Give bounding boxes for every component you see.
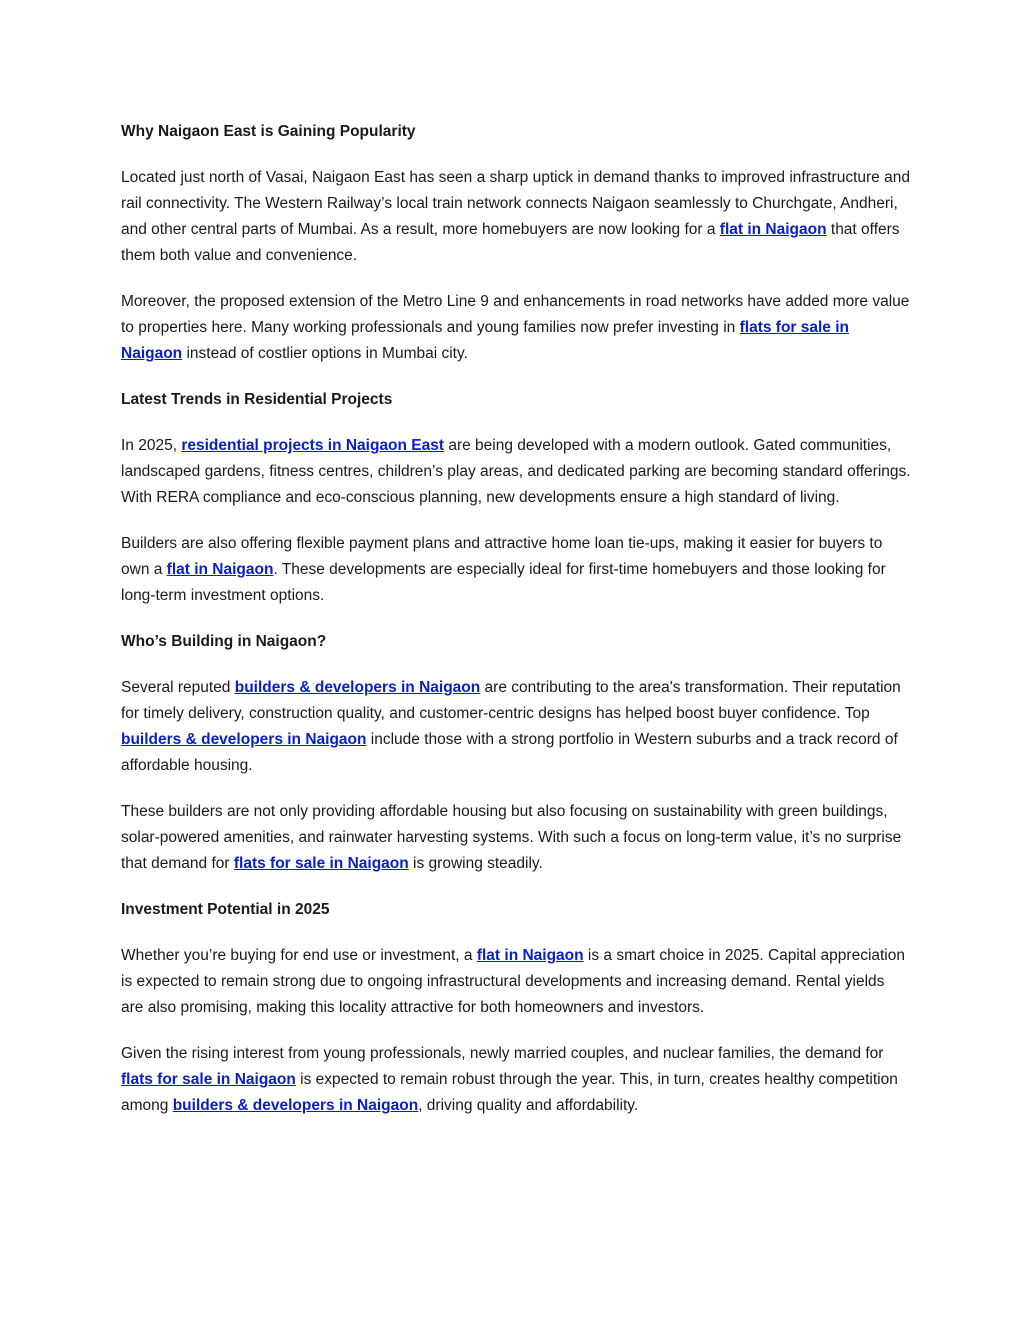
body-paragraph — [121, 531, 911, 609]
inline-link[interactable]: flat in Naigaon — [166, 561, 274, 578]
text-run: are contributing to the area's transformation. Their reputation for timely delivery, construction quality, and customer-centric designs has helped boost buyer confidence. Top — [121, 679, 901, 722]
text-run: Whether you’re buying for end use or investment, a — [121, 947, 477, 964]
text-run: In 2025, — [121, 437, 182, 454]
body-paragraph — [121, 943, 911, 1021]
section-heading: Latest Trends in Residential Projects — [121, 391, 393, 408]
inline-link[interactable]: flats for sale in Naigaon — [233, 855, 409, 872]
body-paragraph — [121, 1041, 911, 1119]
text-run: Located just north of Vasai, Naigaon East has seen a sharp uptick in demand thanks to improved infrastructure and rail connectivity. The Western Railway’s local train network connects Naigaon seamlessly to Churchgate, Andheri, and other central parts of Mumbai. As a result, more homebuyers are now looking for a — [121, 169, 910, 238]
body-paragraph — [121, 289, 911, 367]
text-run: is growing steadily. — [408, 855, 543, 872]
body-paragraph — [121, 433, 911, 511]
text-run: . These developments are especially ideal for first-time homebuyers and those looking for long-term investment options. — [121, 561, 886, 604]
inline-link[interactable]: builders & developers in Naigaon — [172, 1097, 419, 1114]
document-page — [121, 119, 911, 1139]
inline-link[interactable]: flats for sale in Naigaon — [121, 1071, 296, 1088]
text-run: is expected to remain robust through the year. This, in turn, creates healthy competition among — [121, 1071, 898, 1114]
body-paragraph — [121, 165, 911, 269]
inline-link[interactable]: flat in Naigaon — [476, 947, 584, 964]
text-run: Several reputed — [121, 679, 235, 696]
text-run: Given the rising interest from young professionals, newly married couples, and nuclear families, the demand for — [121, 1045, 884, 1062]
text-run: These builders are not only providing affordable housing but also focusing on sustainability with green buildings, solar-powered amenities, and rainwater harvesting systems. With such a focus on long-term value, it’s no surprise that demand for — [121, 803, 902, 872]
body-paragraph — [121, 799, 911, 877]
inline-link[interactable]: residential projects in Naigaon East — [181, 437, 445, 454]
text-run: that offers them both value and convenience. — [121, 221, 900, 264]
text-run: , driving quality and affordability. — [418, 1097, 639, 1114]
inline-link[interactable]: builders & developers in Naigaon — [234, 679, 481, 696]
section-heading: Investment Potential in 2025 — [121, 901, 330, 918]
text-run: Moreover, the proposed extension of the Metro Line 9 and enhancements in road networks have added more value to properties here. Many working professionals and young families now prefer investing in — [121, 293, 910, 336]
section-heading: Who’s Building in Naigaon? — [121, 633, 327, 650]
text-run: instead of costlier options in Mumbai city. — [182, 345, 468, 362]
section-heading: Why Naigaon East is Gaining Popularity — [121, 123, 416, 140]
inline-link[interactable]: flats for sale in Naigaon — [121, 319, 850, 362]
inline-link[interactable]: builders & developers in Naigaon — [121, 731, 367, 748]
text-run: are being developed with a modern outlook. Gated communities, landscaped gardens, fitness centres, children’s play areas, and dedicated parking are becoming standard offerings. With RERA compliance and eco-conscious planning, new developments ensure a high standard of living. — [121, 437, 911, 506]
text-run: Builders are also offering flexible payment plans and attractive home loan tie-ups, making it easier for buyers to own a — [121, 535, 883, 578]
body-paragraph — [121, 675, 911, 779]
text-run: is a smart choice in 2025. Capital appreciation is expected to remain strong due to ongoing infrastructural developments and increasing demand. Rental yields are also promising, making this locality attractive for both homeowners and investors. — [121, 947, 905, 1016]
inline-link[interactable]: flat in Naigaon — [719, 221, 827, 238]
text-run: include those with a strong portfolio in Western suburbs and a track record of affordable housing. — [121, 731, 898, 774]
